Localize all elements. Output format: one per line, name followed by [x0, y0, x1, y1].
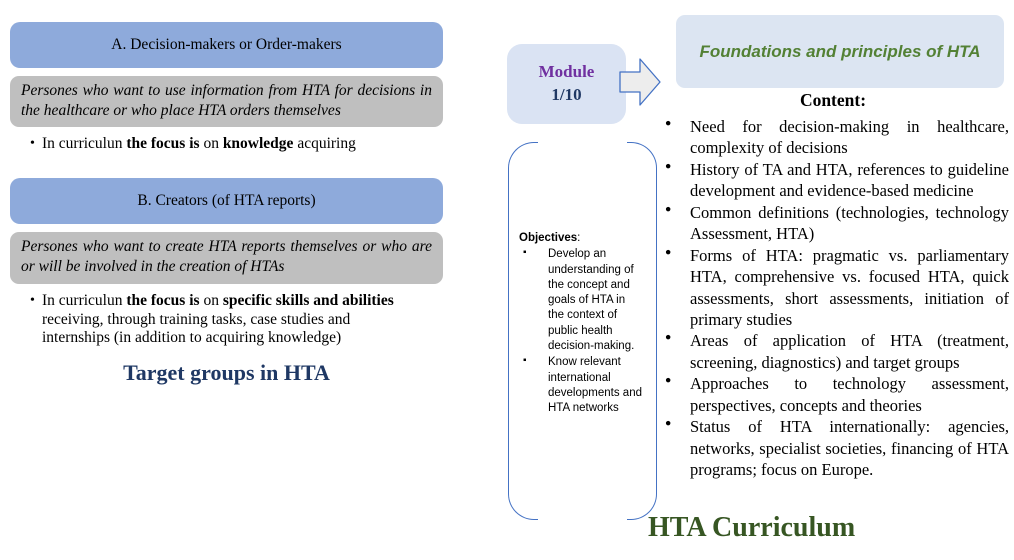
objectives-item: ▪ Develop an understanding of the concept and goals of HTA in the context of public health decision-making.: [519, 247, 643, 354]
text-segment: on: [199, 135, 223, 153]
group-a-description-box: [10, 76, 443, 127]
text-segment: the focus is: [126, 135, 200, 153]
content-item: ● Forms of HTA: pragmatic vs. parliamentary HTA, comprehensive vs. focused HTA, quick assessments, short assessments, initiation of primary studies: [657, 245, 1009, 331]
group-a-bullet-text: [42, 135, 356, 152]
objectives-block: [519, 231, 643, 416]
group-a-header-label: A. Decision-makers or Order-makers: [111, 36, 342, 53]
text-segment: In curriculun: [42, 135, 127, 153]
target-groups-panel: [10, 22, 443, 386]
content-item: ● Areas of application of HTA (treatment, screening, diagnostics) and target groups: [657, 330, 1009, 373]
group-b-bullet-text: [42, 292, 394, 347]
group-a-description-text: Persones who want to use information from HTA for decisions in the healthcare or who place HTA orders themselves: [21, 82, 432, 119]
module-title-box: [676, 15, 1004, 88]
group-b-description-text: Persones who want to create HTA reports themselves or who are or will be involved in the creation of HTAs: [21, 238, 432, 275]
module-number: 1/10: [551, 85, 582, 104]
group-a: [10, 22, 443, 154]
objectives-list: [519, 247, 643, 416]
text-segment: the focus is: [126, 291, 200, 309]
content-item: ● Common definitions (technologies, technology Assessment, HTA): [657, 202, 1009, 245]
content-item: ● History of TA and HTA, references to guideline development and evidence-based medicine: [657, 159, 1009, 202]
content-list: [657, 116, 1009, 480]
group-b-bullet: [10, 292, 422, 349]
group-b-description-box: [10, 232, 443, 283]
group-b-header-box: [10, 178, 443, 224]
module-box: [507, 44, 626, 124]
group-b: [10, 178, 443, 348]
text-segment: acquiring: [293, 135, 356, 153]
content-block: [657, 90, 1009, 480]
objectives-heading-text: Objectives: [519, 232, 578, 244]
content-item: ● Need for decision-making in healthcare, complexity of decisions: [657, 116, 1009, 159]
objectives-heading: [519, 231, 643, 246]
bullet-dot-icon: •: [30, 292, 35, 308]
group-a-header-box: [10, 22, 443, 68]
group-b-header-label: B. Creators (of HTA reports): [137, 192, 316, 210]
target-groups-title: Target groups in HTA: [123, 360, 330, 386]
module-label: Module: [538, 62, 595, 82]
text-segment: on: [199, 291, 223, 309]
hta-curriculum-title: HTA Curriculum: [648, 512, 856, 543]
text-segment: specific skills and abilities: [222, 291, 394, 309]
module-title-text: Foundations and principles of HTA: [699, 41, 981, 61]
text-segment: receiving, through training tasks, case studies and internships (in addition to acquiring knowledge): [42, 310, 351, 347]
content-item: ● Status of HTA internationally: agencies, networks, specialist societies, financing of HTA programs; focus on Europe.: [657, 416, 1009, 480]
group-a-bullet: [10, 135, 422, 154]
content-heading: Content:: [799, 90, 867, 110]
right-arrow-icon: [619, 57, 661, 107]
text-segment: knowledge: [222, 135, 294, 153]
bullet-dot-icon: •: [30, 136, 35, 152]
objectives-heading-colon: :: [577, 232, 581, 244]
content-item: ● Approaches to technology assessment, perspectives, concepts and theories: [657, 373, 1009, 416]
text-segment: In curriculun: [42, 291, 127, 309]
objectives-item: ▪ Know relevant international developments and HTA networks: [519, 355, 643, 416]
